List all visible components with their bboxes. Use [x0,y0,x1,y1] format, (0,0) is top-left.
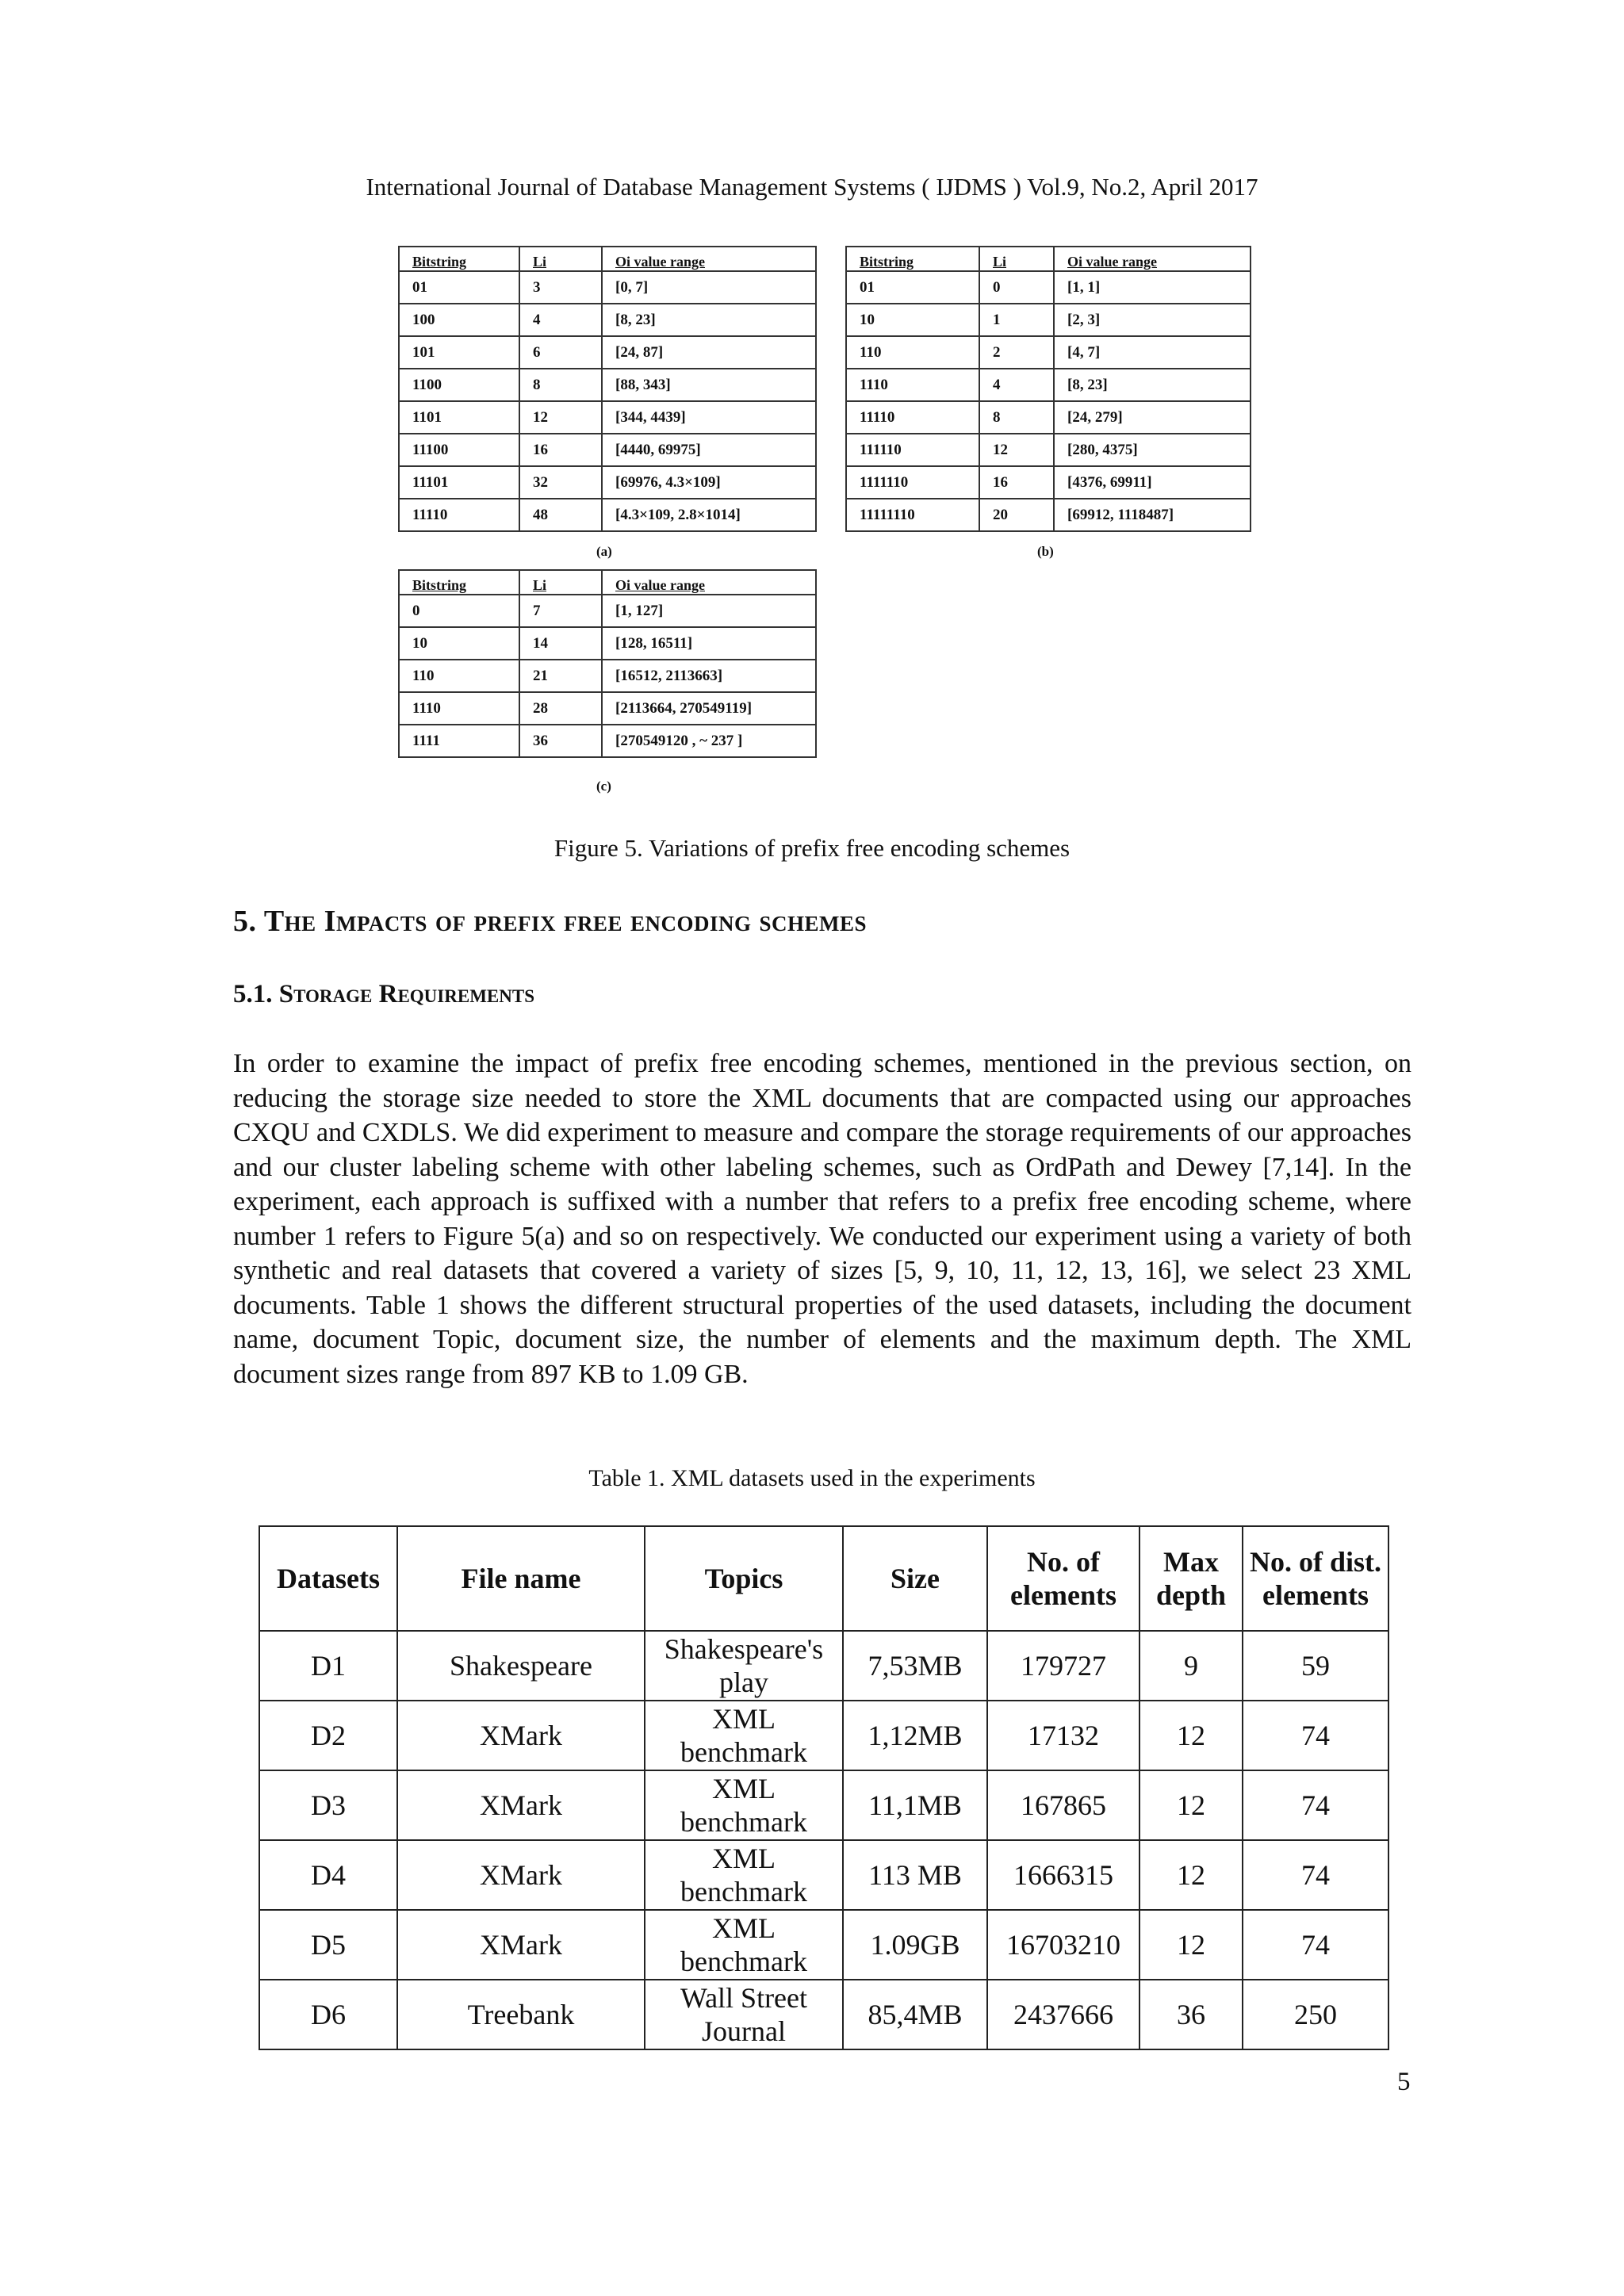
table-row [399,401,816,434]
table-row [399,369,816,401]
table-cell: [8, 23] [1054,369,1251,401]
table-cell: 10 [846,304,979,336]
header-cell: Bitstring [399,247,519,271]
column-header: No. of dist. elements [1243,1526,1388,1631]
table-row [846,369,1251,401]
header-cell: Oi value range [602,570,816,595]
table-cell: 74 [1243,1701,1388,1770]
table-cell: D3 [259,1770,397,1840]
table-cell: [1, 1] [1054,271,1251,304]
table-row [259,1840,1388,1910]
table-cell: [0, 7] [602,271,816,304]
table-cell: [270549120 , ~ 237 ] [602,725,816,757]
table-cell: 8 [519,369,602,401]
table-row [399,595,816,627]
table-cell: 1111110 [846,466,979,499]
table-cell: 12 [1139,1840,1243,1910]
table-cell: 167865 [987,1770,1139,1840]
table-cell: D1 [259,1631,397,1701]
table-row [259,1910,1388,1980]
table-cell: 179727 [987,1631,1139,1701]
table-row [846,336,1251,369]
table-cell: 48 [519,499,602,531]
table-cell: XMark [397,1840,645,1910]
datasets-table [259,1525,1389,2050]
table-row [399,627,816,660]
table-cell: 01 [399,271,519,304]
table-cell: [2, 3] [1054,304,1251,336]
figure-table-c [398,569,817,758]
table-cell: [280, 4375] [1054,434,1251,466]
table-cell: 110 [846,336,979,369]
table-cell: 1.09GB [843,1910,987,1980]
table-cell: [2113664, 270549119] [602,692,816,725]
table-cell: 14 [519,627,602,660]
table-cell: 74 [1243,1840,1388,1910]
table-cell: 01 [846,271,979,304]
table-cell: [4, 7] [1054,336,1251,369]
table-cell: 16703210 [987,1910,1139,1980]
table-cell: D4 [259,1840,397,1910]
table-row [399,434,816,466]
section-title: 5. The Impacts of prefix free encoding schemes [233,905,868,938]
figure-table-b [845,246,1251,532]
table-cell: 74 [1243,1770,1388,1840]
figure-table-header [846,247,1251,271]
header-cell: Bitstring [399,570,519,595]
table-cell: 1,12MB [843,1701,987,1770]
table-cell: D6 [259,1980,397,2049]
table-cell: 12 [1139,1701,1243,1770]
table-cell: 32 [519,466,602,499]
table-cell: 2437666 [987,1980,1139,2049]
table-cell: [69912, 1118487] [1054,499,1251,531]
table-cell: XML benchmark [645,1910,843,1980]
table-cell: 0 [399,595,519,627]
figure-table-a [398,246,817,532]
table-cell: 11,1MB [843,1770,987,1840]
table-cell: 1100 [399,369,519,401]
table-cell: [344, 4439] [602,401,816,434]
table-cell: [128, 16511] [602,627,816,660]
table-cell: 59 [1243,1631,1388,1701]
header-cell: Bitstring [846,247,979,271]
column-header: Max depth [1139,1526,1243,1631]
table-cell: XML benchmark [645,1840,843,1910]
table-cell: 28 [519,692,602,725]
table-cell: 11101 [399,466,519,499]
table-cell: 74 [1243,1910,1388,1980]
table-cell: 12 [979,434,1054,466]
table-cell: 12 [1139,1770,1243,1840]
table-header-row [259,1526,1388,1631]
table-cell: 36 [1139,1980,1243,2049]
table-row [846,401,1251,434]
page-number: 5 [1397,2068,1411,2096]
table-cell: 7 [519,595,602,627]
table-cell: 101 [399,336,519,369]
table-row [846,499,1251,531]
table-row [259,1631,1388,1701]
table-cell: 113 MB [843,1840,987,1910]
table-cell: [24, 279] [1054,401,1251,434]
table-row [399,466,816,499]
table-row [259,1980,1388,2049]
table-row [399,692,816,725]
table-cell: 1111 [399,725,519,757]
table-cell: XML benchmark [645,1770,843,1840]
table-row [399,336,816,369]
table-cell: 100 [399,304,519,336]
table-cell: 4 [519,304,602,336]
table-cell: 1110 [399,692,519,725]
header-cell: Oi value range [1054,247,1251,271]
table-cell: D2 [259,1701,397,1770]
column-header: File name [397,1526,645,1631]
table-cell: 0 [979,271,1054,304]
table-cell: [4440, 69975] [602,434,816,466]
table-cell: 7,53MB [843,1631,987,1701]
table-row [846,434,1251,466]
table-cell: 11110 [399,499,519,531]
table-cell: [24, 87] [602,336,816,369]
column-header: Topics [645,1526,843,1631]
table-row [399,725,816,757]
table-cell: [69976, 4.3×109] [602,466,816,499]
table-cell: 11111110 [846,499,979,531]
table-row [399,660,816,692]
figure-label-c: (c) [596,779,611,794]
column-header: Size [843,1526,987,1631]
table-cell: 16 [979,466,1054,499]
table-row [846,304,1251,336]
body-paragraph: In order to examine the impact of prefix free encoding schemes, mentioned in the previous section, on reducing the storage size needed to store the XML documents that are compacted using our approaches CXQU and CXDLS. We did experiment to measure and compare the storage requirements of our approaches and our cluster labeling scheme with other labeling schemes, such as OrdPath and Dewey [7,14]. In the experiment, each approach is suffixed with a number that refers to a prefix free encoding scheme, where number 1 refers to Figure 5(a) and so on respectively. We conducted our experiment using a variety of both synthetic and real datasets that covered a variety of sizes [5, 9, 10, 11, 12, 13, 16], we select 23 XML documents. Table 1 shows the different structural properties of the used datasets, including the document name, document Topic, document size, the number of elements and the maximum depth. The XML document sizes range from 897 KB to 1.09 GB. [233,1049,1411,1389]
figure-caption: Figure 5. Variations of prefix free encoding schemes [553,834,1071,862]
figure-label-b: (b) [1037,544,1054,559]
table-cell: 110 [399,660,519,692]
table-cell: XMark [397,1701,645,1770]
header-cell: Li [519,570,602,595]
table-cell: 3 [519,271,602,304]
table-cell: 9 [1139,1631,1243,1701]
table-cell: Shakespeare's play [645,1631,843,1701]
table-cell: 10 [399,627,519,660]
table-row [399,499,816,531]
table-cell: 1 [979,304,1054,336]
header-cell: Li [519,247,602,271]
table-cell: 250 [1243,1980,1388,2049]
table-cell: 1666315 [987,1840,1139,1910]
table-cell: 2 [979,336,1054,369]
table-cell: 12 [519,401,602,434]
table-caption: Table 1. XML datasets used in the experiments [588,1465,1036,1491]
figure-table-header [399,570,816,595]
table-cell: 11100 [399,434,519,466]
table-cell: [1, 127] [602,595,816,627]
table-cell: [16512, 2113663] [602,660,816,692]
column-header: No. of elements [987,1526,1139,1631]
table-cell: 1101 [399,401,519,434]
table-cell: D5 [259,1910,397,1980]
header-cell: Li [979,247,1054,271]
table-cell: 20 [979,499,1054,531]
journal-header: International Journal of Database Management Systems ( IJDMS ) Vol.9, No.2, April 2017 [366,173,1258,201]
column-header: Datasets [259,1526,397,1631]
table-cell: 85,4MB [843,1980,987,2049]
table-cell: [8, 23] [602,304,816,336]
table-cell: 12 [1139,1910,1243,1980]
table-cell: 21 [519,660,602,692]
table-cell: [88, 343] [602,369,816,401]
table-cell: 16 [519,434,602,466]
table-cell: [4376, 69911] [1054,466,1251,499]
table-row [846,271,1251,304]
figure-label-a: (a) [596,544,612,559]
table-cell: 6 [519,336,602,369]
table-row [259,1701,1388,1770]
table-row [399,304,816,336]
table-cell: 11110 [846,401,979,434]
table-row [846,466,1251,499]
table-cell: Shakespeare [397,1631,645,1701]
table-cell: 8 [979,401,1054,434]
table-cell: XMark [397,1910,645,1980]
table-row [259,1770,1388,1840]
table-cell: XMark [397,1770,645,1840]
table-cell: XML benchmark [645,1701,843,1770]
table-cell: [4.3×109, 2.8×1014] [602,499,816,531]
header-cell: Oi value range [602,247,816,271]
figure-table-header [399,247,816,271]
table-cell: Treebank [397,1980,645,2049]
table-cell: 36 [519,725,602,757]
table-cell: 1110 [846,369,979,401]
table-cell: Wall Street Journal [645,1980,843,2049]
table-cell: 17132 [987,1701,1139,1770]
table-row [399,271,816,304]
table-cell: 4 [979,369,1054,401]
subsection-title: 5.1. Storage Requirements [233,980,534,1008]
table-cell: 111110 [846,434,979,466]
